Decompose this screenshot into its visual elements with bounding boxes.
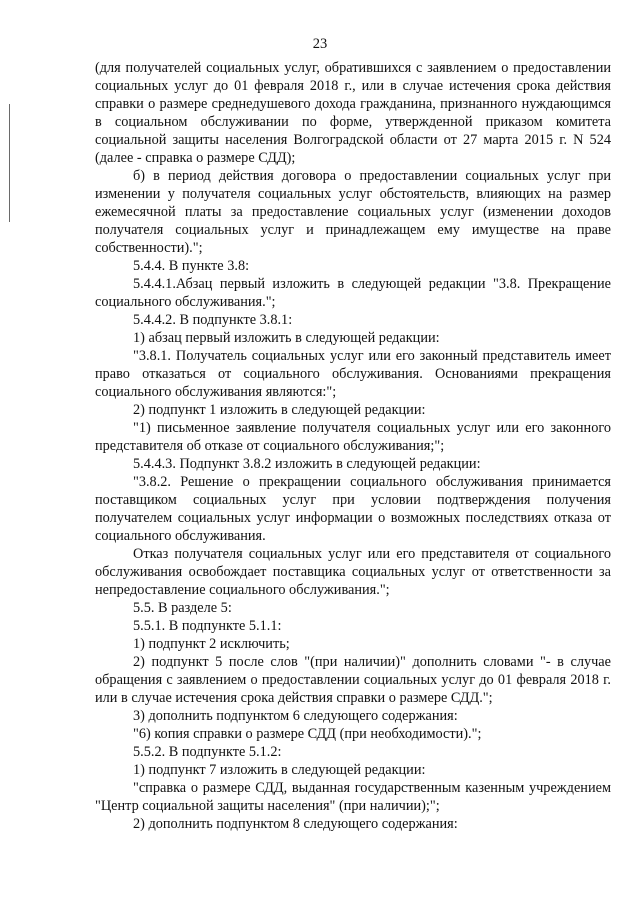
paragraph-17: 3) дополнить подпунктом 6 следующего содержания:	[133, 708, 458, 724]
paragraph-7: "3.8.1. Получатель социальных услуг или его законный представитель имеет право отказаться от социального обслуживания. Основаниями прекращения социального обслуживания являются:";	[95, 348, 611, 400]
paragraph-6: 1) абзац первый изложить в следующей редакции:	[133, 330, 440, 346]
page-number: 23	[312, 36, 328, 52]
paragraph-13: 5.5. В разделе 5:	[133, 600, 232, 616]
paragraph-18: "6) копия справки о размере СДД (при необходимости).";	[133, 726, 482, 742]
paragraph-5: 5.4.4.2. В подпункте 3.8.1:	[133, 312, 293, 328]
document-body	[95, 59, 611, 833]
paragraph-8: 2) подпункт 1 изложить в следующей редакции:	[133, 402, 426, 418]
paragraph-10: 5.4.4.3. Подпункт 3.8.2 изложить в следующей редакции:	[133, 456, 481, 472]
paragraph-1: (для получателей социальных услуг, обратившихся с заявлением о предоставлении социальных услуг до 01 февраля 2018 г., или в случае истечения срока действия справки о размере среднедушевого дохода гражданина, признанного нуждающимся в социальном обслуживании по форме, утвержденной приказом комитета социальной защиты населения Волгоградской области от 27 марта 2015 г. N 524 (далее - справка о размере СДД);	[95, 60, 611, 166]
paragraph-11: "3.8.2. Решение о прекращении социального обслуживания принимается поставщиком социальных услуг при условии подтверждения получения получателем социальных услуг информации о возможных последствиях отказа от социального обслуживания.	[95, 474, 611, 544]
paragraph-4: 5.4.4.1.Абзац первый изложить в следующей редакции "3.8. Прекращение социального обслуживания.";	[95, 276, 611, 310]
paragraph-15: 1) подпункт 2 исключить;	[133, 636, 290, 652]
paragraph-3: 5.4.4. В пункте 3.8:	[133, 258, 250, 274]
paragraph-20: 1) подпункт 7 изложить в следующей редакции:	[133, 762, 426, 778]
paragraph-9: "1) письменное заявление получателя социальных услуг или его законного представителя об отказе от социального обслуживания;";	[95, 420, 611, 454]
paragraph-2: б) в период действия договора о предоставлении социальных услуг при изменении у получателя социальных услуг обстоятельств, влияющих на размер ежемесячной платы за предоставление социальных услуг (изменении доходов получателя социальных услуг и принадлежащем ему имуществе на праве собственности).";	[95, 168, 611, 256]
paragraph-22: 2) дополнить подпунктом 8 следующего содержания:	[133, 816, 458, 832]
paragraph-19: 5.5.2. В подпункте 5.1.2:	[133, 744, 282, 760]
scan-edge-line	[9, 104, 10, 222]
paragraph-12: Отказ получателя социальных услуг или его представителя от социального обслуживания освобождает поставщика социальных услуг от ответственности за непредоставление социального обслуживания.";	[95, 546, 611, 598]
paragraph-16: 2) подпункт 5 после слов "(при наличии)" дополнить словами "- в случае обращения с заявлением о предоставлении социальных услуг до 01 февраля 2018 г. или в случае истечения срока действия справки о размере СДД.";	[95, 654, 611, 706]
paragraph-21: "справка о размере СДД, выданная государственным казенным учреждением "Центр социальной защиты населения" (при наличии);";	[95, 780, 611, 814]
paragraph-14: 5.5.1. В подпункте 5.1.1:	[133, 618, 282, 634]
